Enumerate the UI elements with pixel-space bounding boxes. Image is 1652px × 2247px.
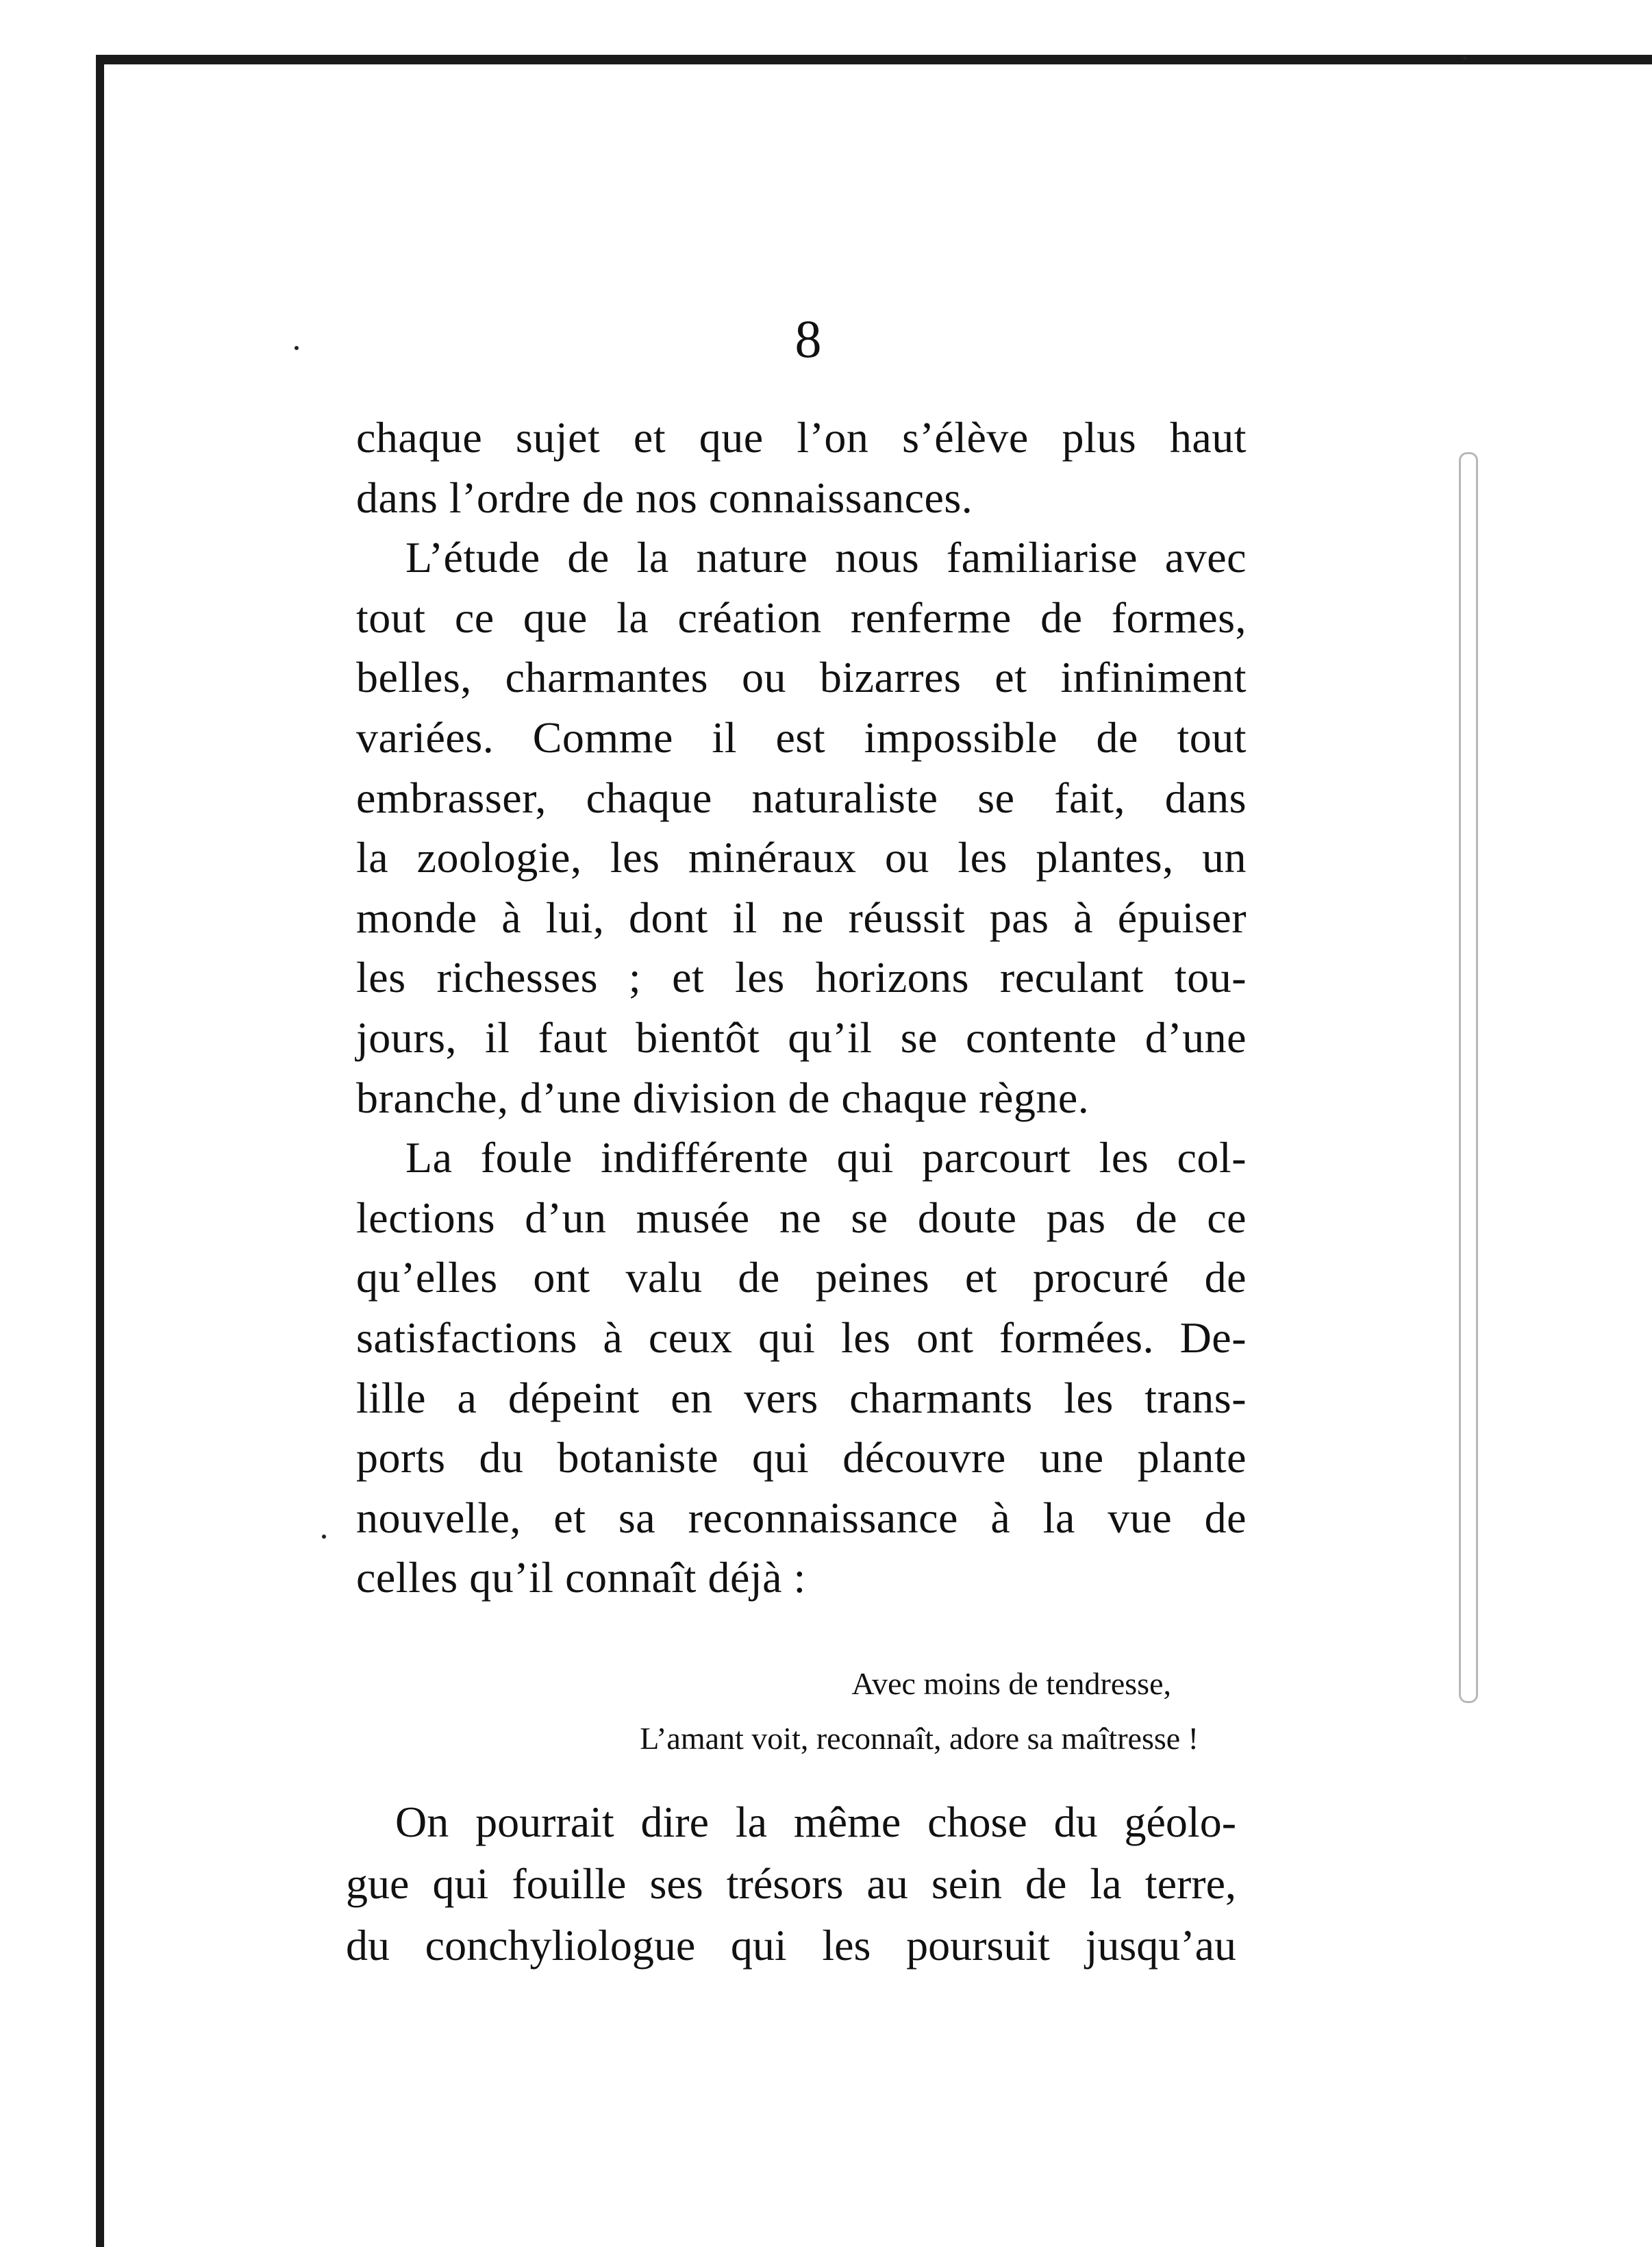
text-line: jours, il faut bientôt qu’il se contente d’une <box>356 1013 1247 1062</box>
text-line: On pourrait dire la même chose du géolo- <box>395 1798 1236 1846</box>
text-line: les richesses ; et les horizons reculant tou- <box>356 953 1247 1002</box>
text-line: tout ce que la création renferme de formes, <box>356 593 1247 642</box>
body-text-lower <box>346 1791 1236 1976</box>
text-line: L’étude de la nature nous familiarise avec <box>405 533 1247 582</box>
text-line: lille a dépeint en vers charmants les trans- <box>356 1373 1247 1422</box>
page-number: 8 <box>794 309 822 369</box>
text-line: monde à lui, dont il ne réussit pas à épuiser <box>356 893 1247 942</box>
text-line: embrasser, chaque naturaliste se fait, dans <box>356 773 1247 822</box>
text-line: chaque sujet et que l’on s’élève plus haut <box>356 413 1247 462</box>
text-line: nouvelle, et sa reconnaissance à la vue de <box>356 1493 1247 1542</box>
scan-speck <box>295 346 299 350</box>
text-line: La foule indifférente qui parcourt les col- <box>405 1133 1247 1182</box>
body-text-upper <box>356 408 1247 1608</box>
text-line: qu’elles ont valu de peines et procuré de <box>356 1253 1247 1302</box>
margin-pencil-mark <box>1459 452 1478 1703</box>
text-line: lections d’un musée ne se doute pas de ce <box>356 1193 1247 1242</box>
scan-speck <box>1463 56 1467 60</box>
verse-quotation <box>479 1656 1199 1766</box>
scan-speck <box>322 1535 326 1539</box>
text-line: branche, d’une division de chaque règne. <box>356 1073 1090 1122</box>
text-line: belles, charmantes ou bizarres et infiniment <box>356 653 1247 702</box>
text-line: ports du botaniste qui découvre une plante <box>356 1433 1247 1482</box>
verse-line: Avec moins de tendresse, <box>851 1666 1171 1701</box>
text-line: la zoologie, les minéraux ou les plantes, un <box>356 833 1247 882</box>
scan-border-top <box>96 55 1652 64</box>
text-line: celles qu’il connaît déjà : <box>356 1553 806 1602</box>
verse-line: L’amant voit, reconnaît, adore sa maîtresse ! <box>640 1721 1199 1756</box>
scan-border-left <box>96 55 104 2247</box>
text-line: satisfactions à ceux qui les ont formées. De- <box>356 1313 1247 1362</box>
text-line: dans l’ordre de nos connaissances. <box>356 473 973 522</box>
text-line: du conchyliologue qui les poursuit jusqu’au <box>346 1921 1236 1970</box>
text-line: gue qui fouille ses trésors au sein de la terre, <box>346 1859 1236 1908</box>
text-line: variées. Comme il est impossible de tout <box>356 712 1247 762</box>
